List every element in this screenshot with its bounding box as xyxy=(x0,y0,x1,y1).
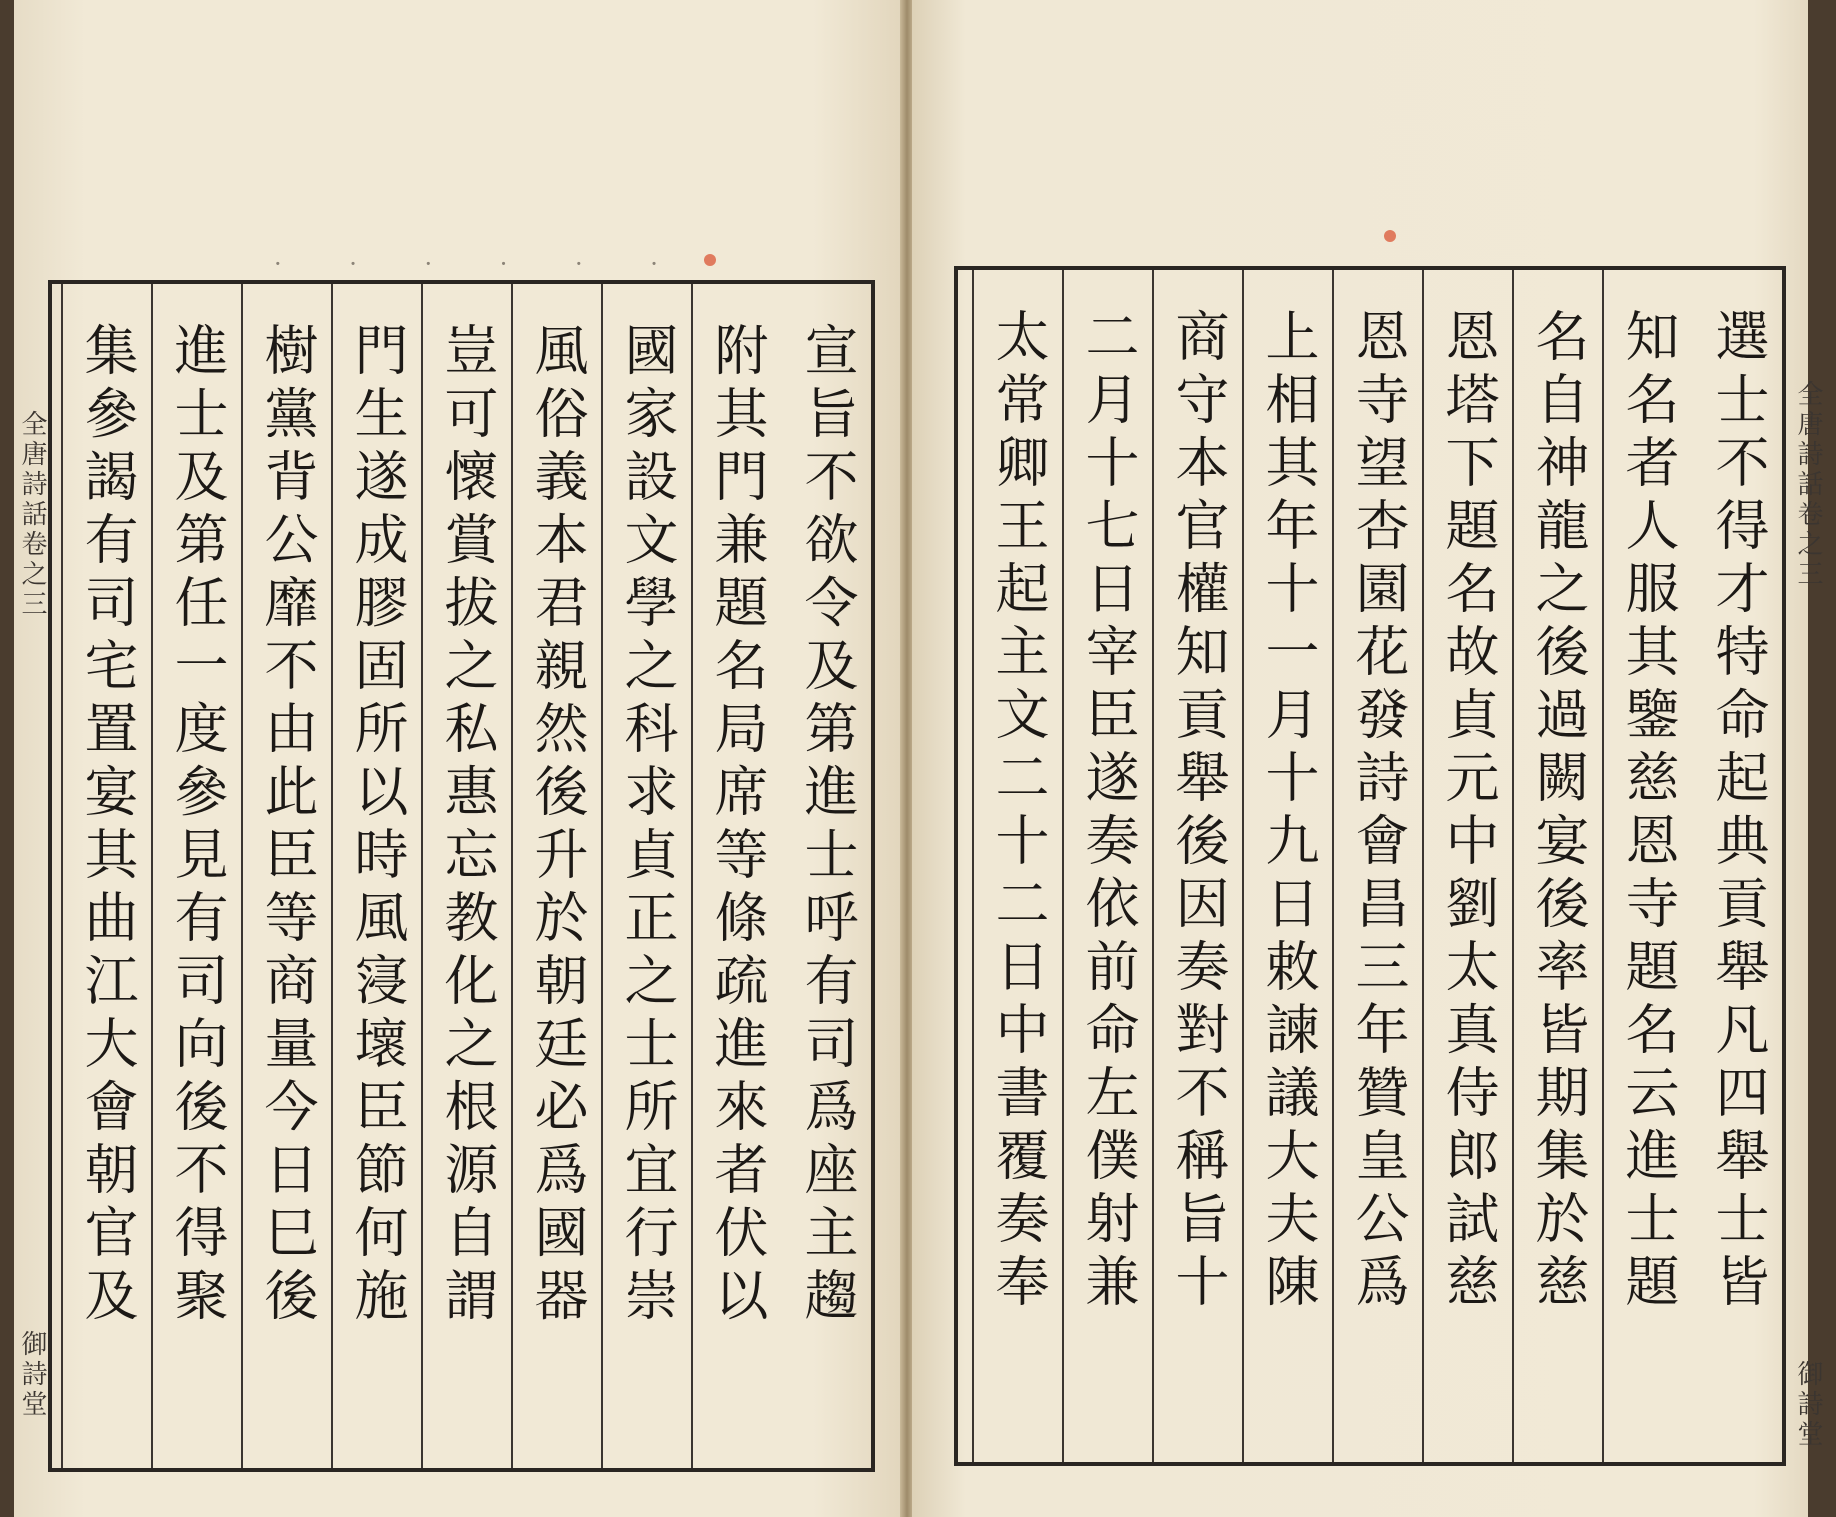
text-column: 國家設文學之科求貞正之士所宜行崇 xyxy=(601,284,691,1468)
text-column: 進士及第任一度參見有司向後不得聚 xyxy=(151,284,241,1468)
text-column: 樹黨背公靡不由此臣等商量今日巳後 xyxy=(241,284,331,1468)
text-column: 選士不得才特命起典貢舉凡四舉士皆 xyxy=(1707,308,1770,1316)
left-text-frame xyxy=(48,280,875,1472)
right-text-frame xyxy=(954,266,1786,1466)
text-column: 集參謁有司宅置宴其曲江大會朝官及 xyxy=(61,284,151,1468)
seal-mark xyxy=(1384,230,1396,242)
text-column: 豈可懷賞拔之私惠忘教化之根源自謂 xyxy=(421,284,511,1468)
text-column: 宣旨不欲令及第進士呼有司爲座主趨 xyxy=(796,322,859,1330)
right-margin-hall: 御詩堂 xyxy=(1793,1360,1823,1450)
text-column: 恩寺望杏園花發詩會昌三年贊皇公爲 xyxy=(1332,270,1422,1462)
text-column: 門生遂成膠固所以時風寖壞臣節何施 xyxy=(331,284,421,1468)
text-column: 知名者人服其鑒慈恩寺題名云進士題 xyxy=(1602,270,1692,1462)
left-margin-title: 全唐詩話卷之三 xyxy=(17,410,47,620)
text-column: 風俗義本君親然後升於朝廷必爲國器 xyxy=(511,284,601,1468)
text-column: 太常卿王起主文二十二日中書覆奏奉 xyxy=(972,270,1062,1462)
seal-mark xyxy=(704,254,716,266)
text-column: 恩塔下題名故貞元中劉太真侍郎試慈 xyxy=(1422,270,1512,1462)
text-column: 附其門兼題名局席等條疏進來者伏以 xyxy=(691,284,781,1468)
text-column: 商守本官權知貢舉後因奏對不稱旨十 xyxy=(1152,270,1242,1462)
text-column: 上相其年十一月十九日敕諫議大夫陳 xyxy=(1242,270,1332,1462)
right-margin-title: 全唐詩話卷之三 xyxy=(1793,380,1823,590)
left-margin-hall: 御詩堂 xyxy=(17,1330,47,1420)
text-column: 名自神龍之後過闕宴後率皆期集於慈 xyxy=(1512,270,1602,1462)
bleed-through-text: · · · · · · xyxy=(274,250,688,278)
text-column: 二月十七日宰臣遂奏依前命左僕射兼 xyxy=(1062,270,1152,1462)
